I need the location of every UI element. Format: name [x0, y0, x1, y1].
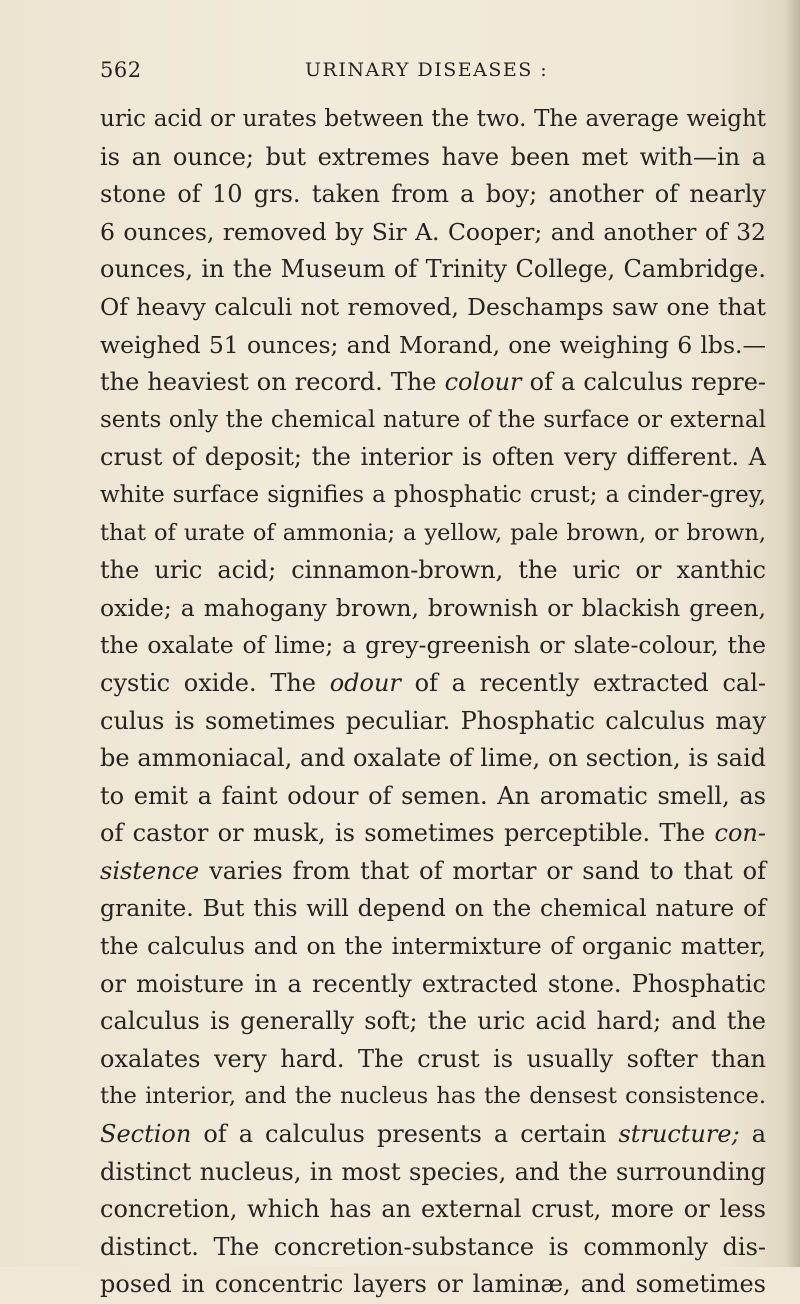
text-line — [100, 477, 766, 515]
text-run: oxide; a mahogany brown, brownish or blackish green, — [100, 593, 766, 622]
italic-term: colour — [444, 368, 522, 397]
text-run: or moisture in a recently extracted stone. Phosphatic — [100, 969, 766, 998]
text-line — [100, 214, 766, 252]
text-run: of a calculus repre- — [521, 368, 767, 397]
text-line — [100, 139, 766, 177]
text-line — [100, 890, 766, 928]
text-run: concretion, which has an external crust, more or less — [100, 1195, 766, 1224]
text-line — [100, 289, 766, 327]
text-run: the uric acid; cinnamon-brown, the uric or xanthic — [100, 556, 766, 585]
text-line — [100, 1266, 766, 1304]
text-line — [100, 966, 766, 1004]
text-run: the heaviest on record. The — [100, 368, 445, 397]
italic-term: structure; — [618, 1120, 740, 1149]
page-number: 562 — [100, 58, 142, 82]
text-run: be ammoniacal, and oxalate of lime, on section, is said — [100, 744, 766, 773]
text-run: distinct nucleus, in most species, and the surrounding — [100, 1157, 766, 1186]
text-run: to emit a faint odour of semen. An aromatic smell, as — [100, 781, 766, 810]
text-line — [100, 1116, 766, 1154]
text-run: ounces, in the Museum of Trinity College, Cambridge. — [100, 255, 766, 284]
text-line — [100, 402, 766, 440]
text-line — [100, 778, 766, 816]
text-run: posed in concentric layers or laminæ, and sometimes — [100, 1270, 766, 1299]
text-run: the calculus and on the intermixture of organic matter, — [100, 932, 766, 961]
text-run: the oxalate of lime; a grey-greenish or slate-colour, the — [100, 631, 766, 660]
text-run: Of heavy calculi not removed, Deschamps saw one that — [100, 292, 766, 321]
italic-term: sistence — [100, 856, 200, 885]
text-line — [100, 853, 766, 891]
italic-term: odour — [329, 668, 401, 697]
text-line — [100, 740, 766, 778]
page-header — [100, 58, 740, 88]
text-line — [100, 703, 766, 741]
text-run: weighed 51 ounces; and Morand, one weighing 6 lbs.— — [100, 330, 766, 359]
text-run: sents only the chemical nature of the surface or external — [100, 406, 766, 433]
text-run: oxalates very hard. The crust is usually softer than — [100, 1044, 766, 1073]
text-run: of a recently extracted cal- — [400, 668, 766, 697]
text-line — [100, 1078, 766, 1116]
text-line — [100, 176, 766, 214]
text-line — [100, 101, 766, 139]
text-run: of castor or musk, is sometimes perceptible. The — [100, 819, 715, 848]
text-run: varies from that of mortar or sand to that of — [199, 856, 766, 885]
text-line — [100, 1003, 766, 1041]
text-run: white surface signifies a phosphatic crust; a cinder-grey, — [100, 481, 766, 508]
text-run: stone of 10 grs. taken from a boy; another of nearly — [100, 180, 766, 209]
text-line — [100, 815, 766, 853]
text-run: the interior, and the nucleus has the densest consistence. — [100, 1083, 766, 1110]
text-line — [100, 590, 766, 628]
text-line — [100, 251, 766, 289]
text-line — [100, 627, 766, 665]
text-line — [100, 552, 766, 590]
text-run: is an ounce; but extremes have been met with—in a — [100, 142, 766, 171]
text-line — [100, 364, 766, 402]
text-line — [100, 1041, 766, 1079]
text-run: granite. But this will depend on the chemical nature of — [100, 894, 766, 923]
text-run: uric acid or urates between the two. The average weight — [100, 106, 766, 132]
page-edge-shadow — [786, 0, 800, 1267]
text-line — [100, 665, 766, 703]
text-run: a — [739, 1120, 766, 1149]
text-line — [100, 1229, 766, 1267]
text-run: calculus is generally soft; the uric acid hard; and the — [100, 1007, 766, 1036]
text-line — [100, 327, 766, 365]
text-line — [100, 1154, 766, 1192]
text-line — [100, 515, 766, 553]
text-run: of a calculus presents a certain — [191, 1120, 619, 1149]
text-line — [100, 439, 766, 477]
body-text — [100, 101, 766, 1304]
text-run: 6 ounces, removed by Sir A. Cooper; and another of 32 — [100, 217, 766, 246]
italic-term: Section — [100, 1120, 192, 1149]
text-run: crust of deposit; the interior is often very different. A — [100, 443, 766, 472]
running-title: URINARY DISEASES : — [305, 59, 549, 81]
text-line — [100, 928, 766, 966]
text-run: distinct. The concretion-substance is commonly dis- — [100, 1232, 766, 1261]
text-line — [100, 1191, 766, 1229]
text-run: that of urate of ammonia; a yellow, pale brown, or brown, — [100, 519, 766, 546]
text-run: cystic oxide. The — [100, 668, 330, 697]
text-run: culus is sometimes peculiar. Phosphatic calculus may — [100, 706, 766, 735]
italic-term: con- — [714, 819, 766, 848]
